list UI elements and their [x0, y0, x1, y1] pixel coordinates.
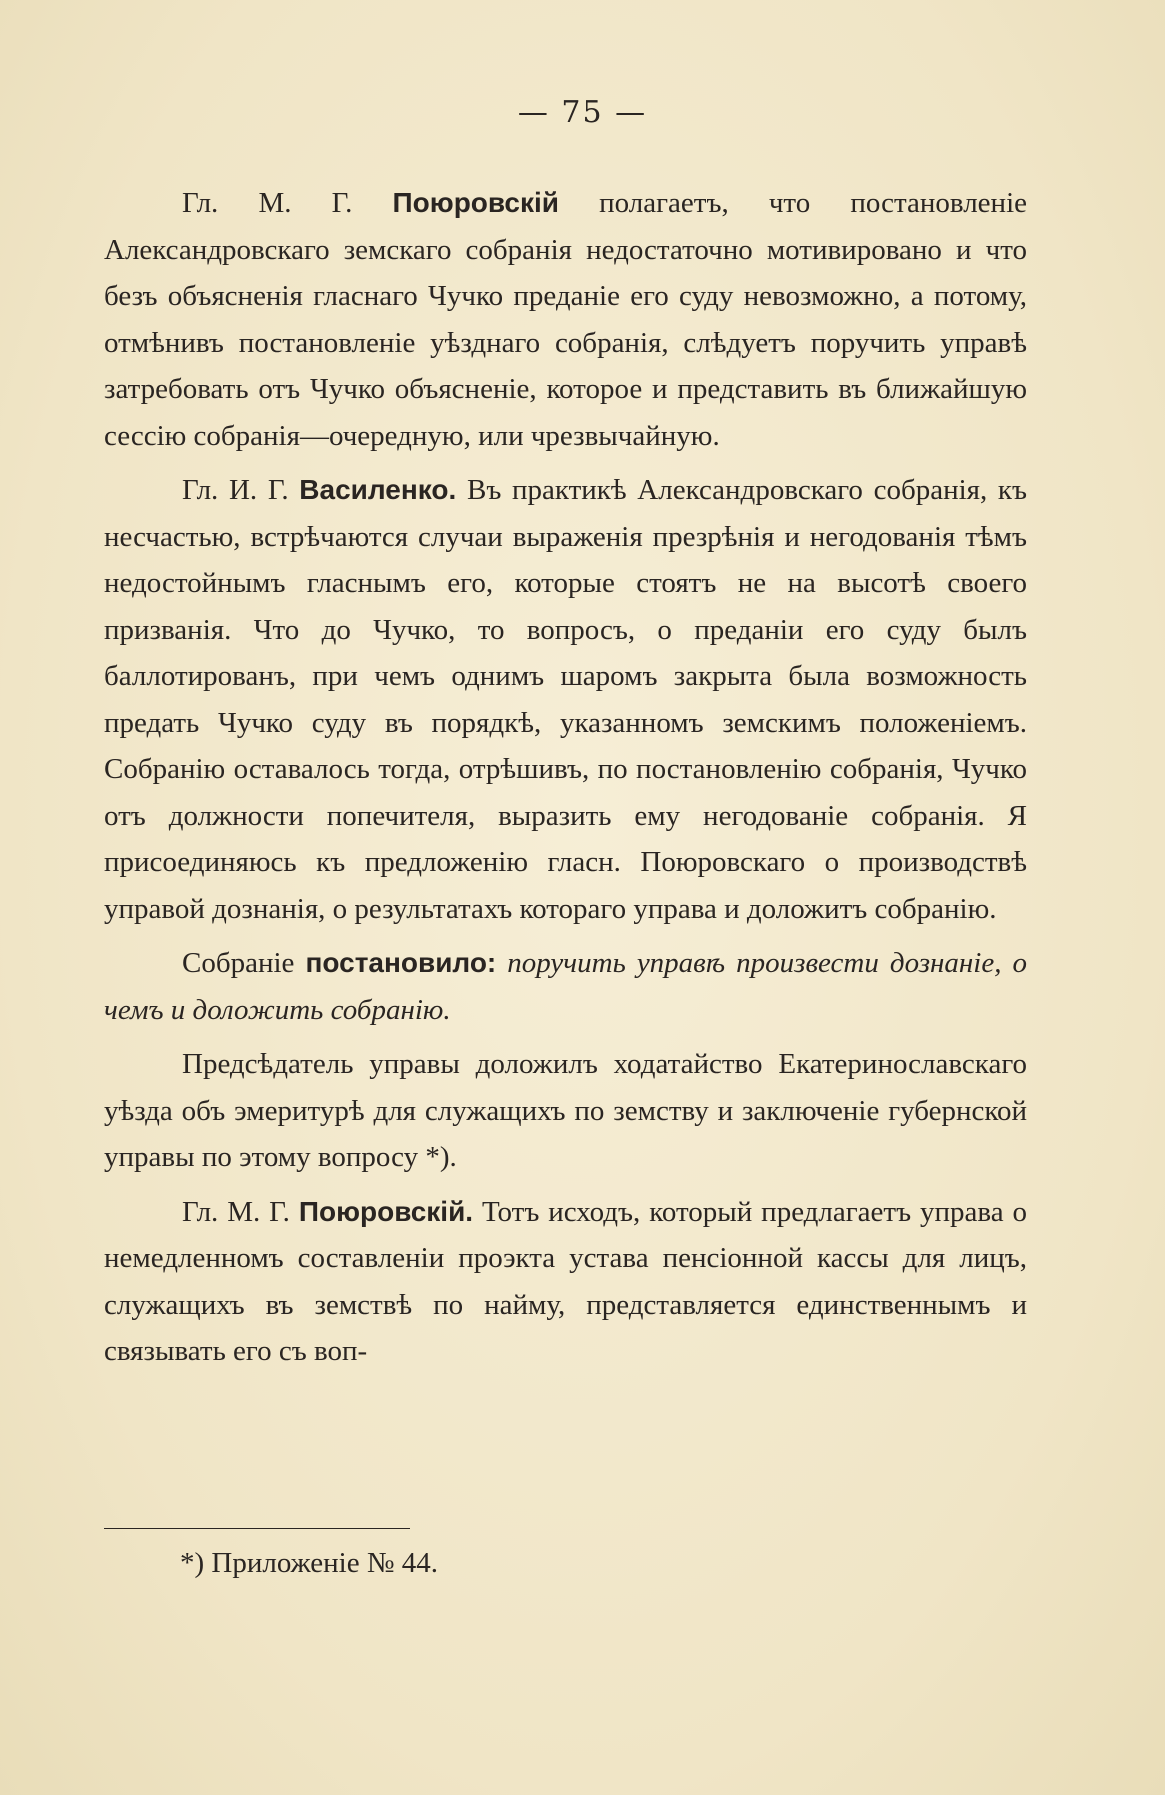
resolution-subject: Собраніе — [182, 947, 306, 979]
speaker-title: Гл. М. Г. — [182, 1195, 299, 1228]
speaker-title: Гл. И. Г. — [182, 474, 300, 506]
resolution-verb: постановило: — [305, 947, 497, 978]
paragraph-resolution — [104, 940, 1027, 1033]
paragraph-poyurovsky-2 — [104, 1189, 1027, 1375]
speaker-name: Поюровскій — [392, 187, 559, 218]
footnote-divider — [104, 1528, 410, 1529]
speaker-title: Гл. М. Г. — [182, 187, 393, 219]
paragraph-chairman-report — [104, 1041, 1027, 1181]
resolution-text: поручить управѣ произвести дознаніе, о чемъ и доложить собранію. — [104, 947, 1028, 1026]
speaker-name: Поюровскій. — [298, 1195, 474, 1227]
paragraph-vasilenko — [104, 467, 1027, 932]
body-text — [104, 180, 1027, 1375]
paragraph-text: Предсѣдатель управы доложилъ ходатайство Екатеринославскаго уѣзда объ эмеритурѣ для служащихъ по земству и заключеніе губернской управы по этому вопросу *). — [104, 1048, 1027, 1173]
paragraph-text: Тотъ исходъ, который предлагаетъ управа о немедленномъ составленіи проэкта устава пенсіонной кассы для лицъ, служащихъ въ земствѣ по найму, представляется единственнымъ и связывать его съ воп- — [104, 1195, 1027, 1367]
page-number: — 75 — — [517, 95, 648, 130]
paragraph-text: полагаетъ, что постановленіе Александровскаго земскаго собранія недостаточно мотивировано и что безъ объясненія гласнаго Чучко преданіе его суду невозможно, а потому, отмѣнивъ постановленіе уѣзднаго собранія, слѣдуетъ поручить управѣ затребовать отъ Чучко объясненіе, которое и представить въ ближайшую сессію собранія—очередную, или чрезвычайную. — [104, 187, 1028, 452]
paragraph-text: Въ практикѣ Александровскаго собранія, къ несчастью, встрѣчаются случаи выраженія презрѣнія и негодованія тѣмъ недостойнымъ гласнымъ его, которые стоятъ не на высотѣ своего призванія. Что до Чучко, то вопросъ, о преданіи его суду былъ баллотированъ, при чемъ однимъ шаромъ закрыта была возможность предать Чучко суду въ порядкѣ, указанномъ земскимъ положеніемъ. Собранію оставалось тогда, отрѣшивъ, по постановленію собранія, Чучко отъ должности попечителя, выразить ему негодованіе собранія. Я присоединяюсь къ предложенію гласн. Поюровскаго о производствѣ управой дознанія, о результатахъ котораго управа и доложитъ собранію. — [104, 474, 1028, 925]
footnote: *) Приложеніе № 44. — [180, 1547, 439, 1579]
paragraph-poyurovsky-1 — [104, 180, 1027, 459]
speaker-name: Василенко. — [299, 474, 457, 505]
